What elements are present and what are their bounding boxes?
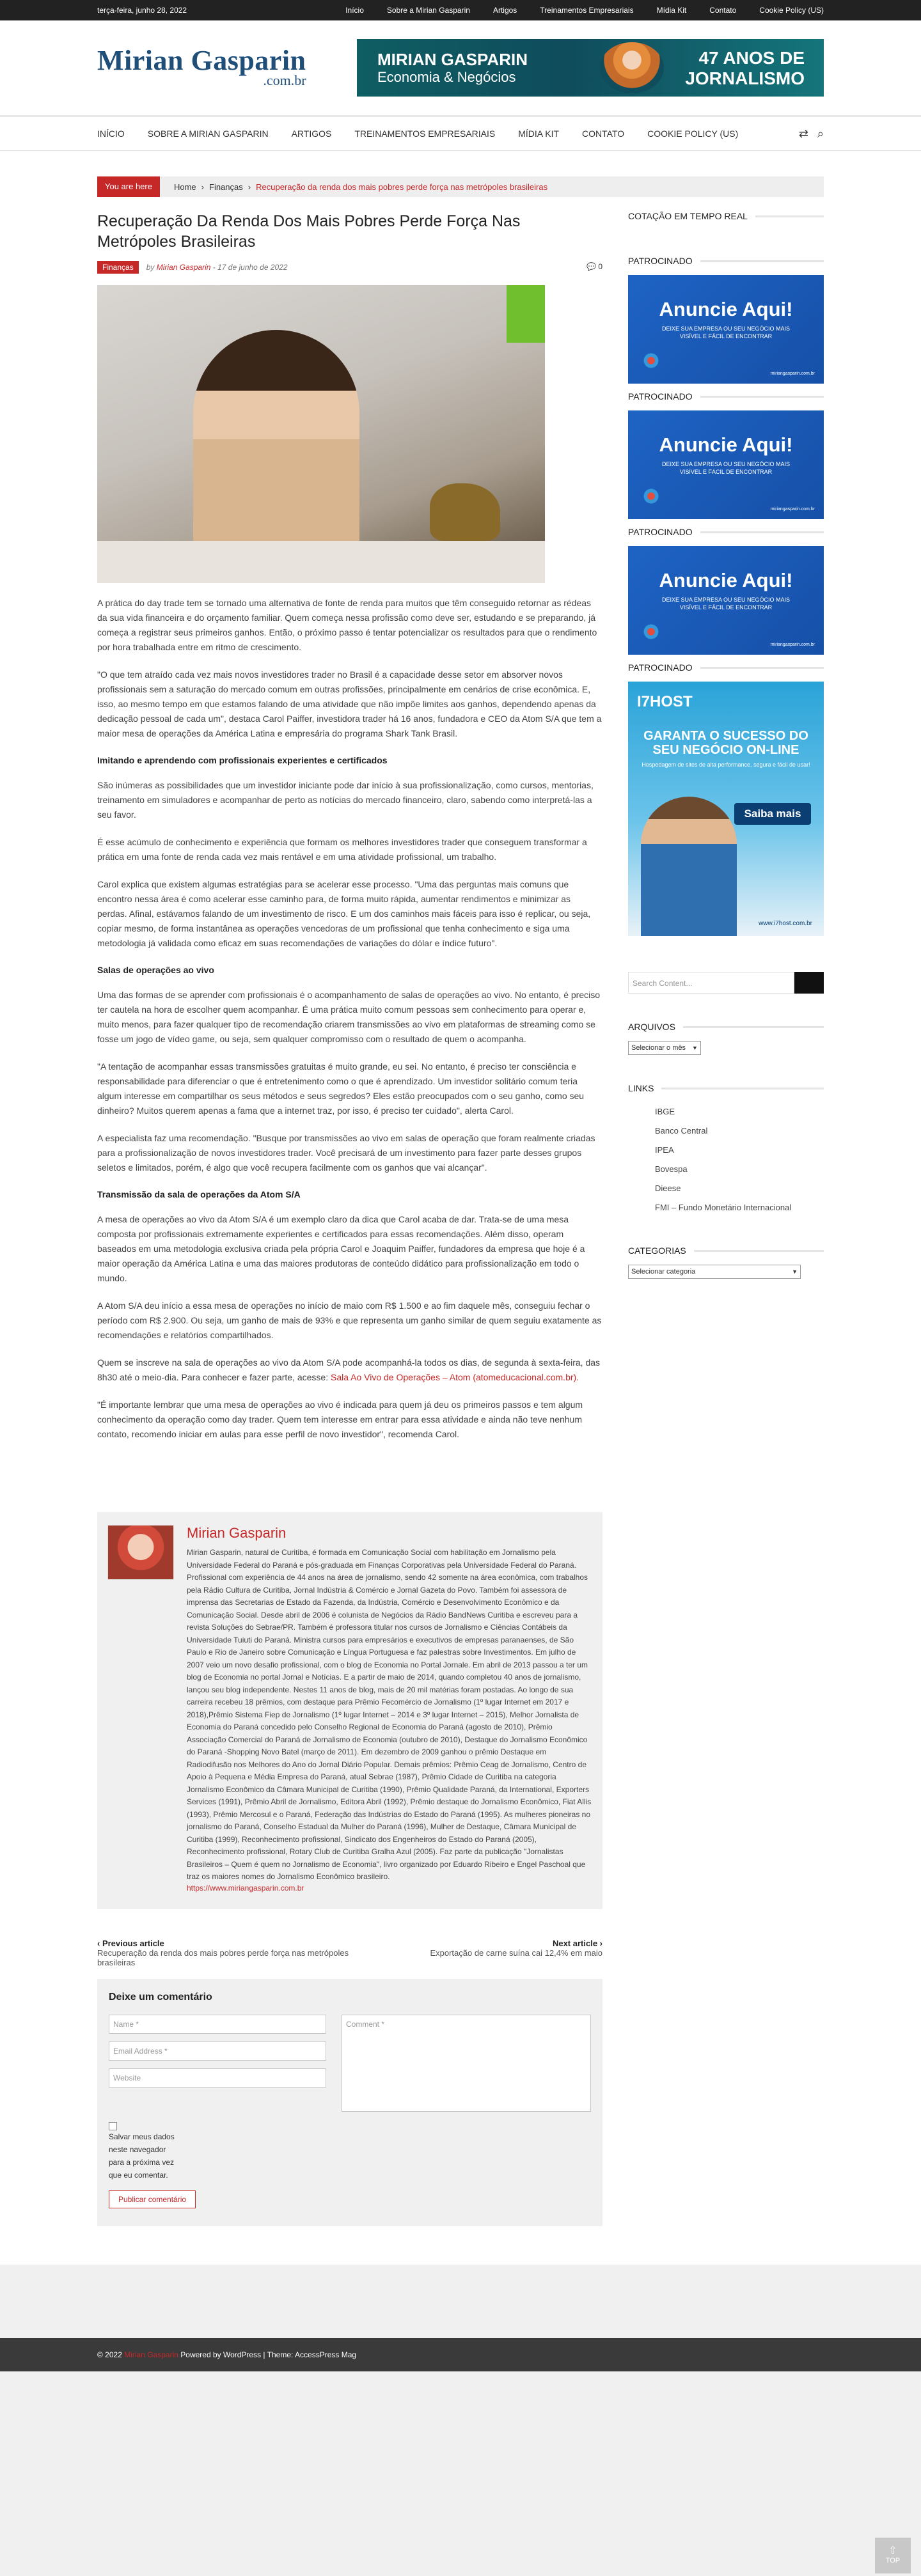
sidebar-search: [628, 972, 824, 994]
breadcrumb-current: Recuperação da renda dos mais pobres perde força nas metrópoles brasileiras: [256, 182, 548, 192]
current-date: terça-feira, junho 28, 2022: [97, 6, 187, 15]
host-person: [641, 797, 737, 936]
save-info-wrap: [109, 2121, 179, 2182]
links-heading: LINKS: [628, 1083, 824, 1093]
breadcrumb-sep-icon: ›: [248, 182, 251, 192]
category-badge[interactable]: Finanças: [97, 261, 139, 274]
footer-spacer: [0, 2265, 921, 2338]
host-line3: Hospedagem de sites de alta performance, segura e fácil de usar!: [642, 761, 810, 768]
host-saiba-mais-button[interactable]: Saiba mais: [734, 803, 811, 825]
banner-photo: [600, 42, 664, 93]
top-link-contato[interactable]: Contato: [709, 6, 737, 15]
header-banner[interactable]: [357, 39, 824, 97]
ad-decoration: [638, 619, 664, 644]
link-item[interactable]: FMI – Fundo Monetário Internacional: [655, 1203, 792, 1212]
previous-article[interactable]: [97, 1939, 366, 1967]
sponsored-ad[interactable]: [628, 275, 824, 384]
author-box: [97, 1512, 602, 1909]
breadcrumb-label: You are here: [97, 176, 160, 197]
name-input[interactable]: Name *: [109, 2015, 326, 2034]
section-heading: Imitando e aprendendo com profissionais experientes e certificados: [97, 755, 388, 765]
arquivos-select-value: Selecionar o mês: [631, 1044, 686, 1052]
nav-sobre[interactable]: SOBRE A MIRIAN GASPARIN: [147, 129, 269, 139]
nav-midia-kit[interactable]: MÍDIA KIT: [518, 129, 560, 139]
logo-sub: .com.br: [263, 72, 306, 88]
submit-comment-button[interactable]: Publicar comentário: [109, 2190, 196, 2208]
breadcrumb-sep-icon: ›: [201, 182, 205, 192]
image-bull-statue: [430, 483, 500, 541]
comment-heading: Deixe um comentário: [109, 1991, 212, 2002]
paragraph: A Atom S/A deu início a essa mesa de operações no início de maio com R$ 1.500 e ao fim daquele mês, conseguiu fechar o período com R$ 2.900. Ou seja, um ganho de mais de 93% e que representa um ganho similar de quem seguiu exatamente as recomendações e relatórios compartilhados.: [97, 1300, 602, 1340]
site-footer: [0, 2338, 921, 2371]
ad-decoration: [638, 348, 664, 373]
patrocinado-heading: PATROCINADO: [628, 391, 824, 402]
byline-date: - 17 de junho de 2022: [212, 263, 288, 272]
section-heading: Salas de operações ao vivo: [97, 965, 214, 975]
i7host-ad[interactable]: [628, 682, 824, 936]
ad-sub2: VISÍVEL E FÁCIL DE ENCONTRAR: [679, 469, 773, 475]
byline: [146, 263, 288, 272]
categorias-select[interactable]: [628, 1265, 801, 1279]
ad-title: Anuncie Aqui!: [659, 298, 793, 320]
nav-treinamentos[interactable]: TREINAMENTOS EMPRESARIAIS: [354, 129, 496, 139]
arrow-up-icon: ⇧: [888, 2545, 897, 2556]
sponsored-ad[interactable]: [628, 410, 824, 519]
arquivos-select[interactable]: [628, 1041, 701, 1055]
image-background-sign: [507, 285, 545, 343]
paragraph: A prática do day trade tem se tornado uma alternativa de fonte de renda para muitos que têm conseguido retornar as rédeas da sua vida financeira e do orçamento familiar. Quem começa nessa profissão como deve ser, estudando e se preparando, já começa a registrar seus primeiros ganhos. Então, o próximo passo é tentar potencializar os resultados para que o rendimento por hora trabalhada entre em ritmo de crescimento.: [97, 598, 597, 652]
post-navigation: [97, 1939, 602, 1967]
byline-author[interactable]: Mirian Gasparin: [156, 263, 211, 272]
email-input[interactable]: Email Address *: [109, 2041, 326, 2061]
next-label: Next article ›: [552, 1938, 602, 1948]
banner-right1: 47 ANOS DE: [698, 48, 805, 68]
prev-title: Recuperação da renda dos mais pobres perde força nas metrópoles brasileiras: [97, 1948, 349, 1967]
patrocinado-heading: PATROCINADO: [628, 256, 824, 266]
back-to-top-button[interactable]: [875, 2538, 911, 2573]
banner-right2: JORNALISMO: [685, 68, 805, 88]
author-url[interactable]: https://www.miriangasparin.com.br: [187, 1883, 304, 1893]
top-link-midia-kit[interactable]: Mídia Kit: [656, 6, 687, 15]
banner-line2: Economia & Negócios: [377, 69, 516, 85]
ad-title: Anuncie Aqui!: [659, 433, 793, 456]
paragraph: São inúmeras as possibilidades que um investidor iniciante pode dar início à sua profissionalização, como cursos, mentorias, treinamento em simuladores e acompanhar de perto as notícias do mercado financeiro, claro, sabendo como interpretá-las a seu favor.: [97, 780, 594, 820]
shuffle-icon[interactable]: ⇄: [798, 127, 808, 140]
author-bio: Mirian Gasparin, natural de Curitiba, é formada em Comunicação Social com habilitação em Jornalismo pela Universidade Federal do Paraná e pós-graduada em Finanças Corporativas pela Universidade Federal do Paraná. Profissional com experiência de 44 anos na área de jornalismo, sendo 42 somente na área econômica, com trabalhos pela Rádio Cultura de Curitiba, Jornal Indústria & Comércio e Jornal Gazeta do Povo. Também foi assessora de imprensa das Secretarias de Estado da Fazenda, da Indústria, Comércio e Desenvolvimento Econômico e da Comunicação Social. Desde abril de 2006 é colunista de Negócios da Rádio BandNews Curitiba e escreveu para a revista Soluções do Sebrae/PR. Também é professora titular nos cursos de Jornalismo e Ciências Contábeis da Universidade Tuiuti do Paraná. Ministra cursos para empresários e executivos de empresas paranaenses, de São Paulo e Rio de Janeiro sobre Comunicação e Língua Portuguesa e faz palestras sobre Investimentos. Em julho de 2007 veio um novo desafio profissional, com o blog de Economia no Portal Jornale. Em abril de 2013 passou a ter um blog de Economia no portal Jornal e Notícias. E a partir de maio de 2014, quando completou 40 anos de jornalismo, lançou seu blog independente. Nestes 11 anos de blog, mais de 20 mil matérias foram postadas. Ao longo de sua carreira recebeu 18 prêmios, com destaque para Prêmio Fecomércio de Jornalismo (1º lugar Internet em 2017 e 2018),Prêmio Sistema Fiep de Jornalismo (1º lugar Internet – 2014 e 3º lugar Internet – 2015), Melhor Jornalista de Economia do Paraná concedido pelo Conselho Regional de Economia do Paraná (agosto de 2010), Prêmio Associação Comercial do Paraná de Jornalismo de Economia (outubro de 2010), Destaque do Jornalismo Econômico do Paraná -Shopping Novo Batel (março de 2011). Em dezembro de 2009 ganhou o prêmio Destaque em Radiodifusão nos Melhores do Ano do Jornal Diário Popular. Demais prêmios: Prêmio Ceag de Jornalismo, Centro de Apoio à Pequena e Média Empresa do Paraná, atual Sebrae (1987), Prêmio Cidade de Curitiba na categoria Jornalismo Econômico da Câmara Municipal de Curitiba (1990), Prêmio Qualidade Paraná, da International, Exporters Services (1991), Prêmio Abril de Jornalismo, Editora Abril (1992), Prêmio destaque do Jornalismo Econômico, Fiat Allis (1993), Prêmio Mercosul e o Paraná, Federação das Indústrias do Estado do Paraná (1995). As mulheres pioneiras no jornalismo do Paraná, Conselho Estadual da Mulher do Paraná (1996), Mulher de Destaque, Câmara Municipal de Curitiba (1999), Reconhecimento profissional, Sindicato dos Engenheiros do Estado do Paraná (2005), Reconhecimento profissional, Rotary Club de Curitiba Gralha Azul (2005). Faz parte da publicação "Jornalistas Brasileiros – Quem é quem no Jornalismo de Economia", livro organizado por Eduardo Ribeiro e Engel Paschoal que traz os maiores nomes do Jornalismo Econômico brasileiro.: [187, 1548, 592, 1881]
ad-sub1: DEIXE SUA EMPRESA OU SEU NEGÓCIO MAIS: [661, 597, 791, 603]
footer-copyright: © 2022: [97, 2350, 122, 2359]
search-icon[interactable]: ⌕: [817, 127, 824, 140]
paragraph: A mesa de operações ao vivo da Atom S/A é um exemplo claro da dica que Carol acaba de dar. Trata-se de uma mesa composta por profissionais extremamente experientes e certificados para essas recomendações. Além disso, operam baseados em uma metodologia exclusiva criada pela própria Carol e Joaquim Paiffer, fundadores da empresa que hoje é a maior operação da América Latina e uma das maiores produtoras de conteúdo didático para profissionalização em todo o mundo.: [97, 1214, 585, 1283]
article-image: [97, 285, 545, 583]
article-meta: [97, 261, 602, 274]
sidebar-search-input[interactable]: Search Content...: [628, 972, 794, 994]
paragraph: É esse acúmulo de conhecimento e experiência que formam os melhores investidores trader que conseguem transformar a prática em uma fonte de renda cada vez mais rentável e em uma atividade profissional, um trabalho.: [97, 837, 587, 862]
link-item[interactable]: Banco Central: [655, 1126, 708, 1136]
top-link-cookie[interactable]: Cookie Policy (US): [759, 6, 824, 15]
site-logo[interactable]: [97, 47, 306, 89]
paragraph: Carol explica que existem algumas estratégias para se acelerar esse processo. "Uma das perguntas mais comuns que encontro nessa área é como acelerar esse caminho para, de forma muito rápida, aumentar rendimentos e minimizar as perdas. Afinal, estávamos falando de um investimento de risco. E um dos caminhos mais fáceis para isso é replicar, ou seja, copiar mesmo, de forma instantânea as operações vencedoras de um profissional que tenha conhecimento e siga uma metodologia já validada como eficaz em suas recomendações de variações do dólar e índice futuro".: [97, 879, 591, 948]
categorias-heading: CATEGORIAS: [628, 1245, 824, 1256]
nav-cookie[interactable]: COOKIE POLICY (US): [647, 129, 739, 139]
link-item[interactable]: IPEA: [655, 1145, 674, 1155]
link-item[interactable]: Dieese: [655, 1183, 681, 1193]
ad-sub1: DEIXE SUA EMPRESA OU SEU NEGÓCIO MAIS: [661, 325, 791, 332]
site-header: [0, 20, 921, 115]
paragraph: "O que tem atraído cada vez mais novos investidores trader no Brasil é a capacidade desse setor em absorver novos profissionais sem a saturação do mercado comum em outras profissões, principalmente em cenários de crise econômica. E, isso, ao mesmo tempo em que estamos falando de uma atividade que não impõe limites aos ganhos, dependendo apenas da dedicação pessoal de cada um", destaca Carol Paiffer, investidora trader há 16 anos, fundadora e CEO da Atom S/A que tem a maior mesa de operações da América Latina e empresária do programa Shark Tank Brasil.: [97, 669, 602, 738]
footer-powered: Powered by WordPress | Theme: AccessPress Mag: [180, 2350, 357, 2359]
chevron-down-icon: ▼: [692, 1045, 698, 1051]
footer-site-link[interactable]: Mirian Gasparin: [124, 2350, 178, 2359]
nav-artigos[interactable]: ARTIGOS: [291, 129, 332, 139]
chevron-down-icon: ▼: [792, 1268, 798, 1275]
patrocinado-heading: PATROCINADO: [628, 527, 824, 537]
main-area: [0, 151, 921, 2265]
website-input[interactable]: Website: [109, 2068, 326, 2088]
comment-form: [97, 1979, 602, 2226]
paragraph: [97, 1355, 602, 1385]
atom-link[interactable]: Sala Ao Vivo de Operações – Atom (atomeducacional.com.br).: [331, 1372, 579, 1382]
breadcrumb-home[interactable]: Home: [173, 182, 196, 192]
top-bar: [0, 0, 921, 20]
top-link-artigos[interactable]: Artigos: [492, 6, 517, 15]
ad-sub1: DEIXE SUA EMPRESA OU SEU NEGÓCIO MAIS: [661, 461, 791, 467]
paragraph: Uma das formas de se aprender com profissionais é o acompanhamento de salas de operações ao vivo. No entanto, é preciso ter cautela na hora de escolher quem acompanhar. É uma prática muito comum pessoas sem conhecimento para operar e, muito menos, para fazer qualquer tipo de recomendação criarem transmissões ao vivo em plataformas de streaming como se fosse um jogo de vídeo game, ou seja, sem qualquer compromisso com o resultado de quem o acompanha.: [97, 990, 600, 1044]
cotacao-widget: [628, 230, 824, 256]
image-desk: [97, 541, 545, 583]
links-list: [628, 1102, 824, 1217]
sidebar-search-button[interactable]: [794, 972, 824, 994]
ad-url: miriangasparin.com.br: [770, 507, 815, 511]
save-info: [109, 2121, 591, 2182]
next-article[interactable]: [430, 1939, 602, 1967]
paragraph: "É importante lembrar que uma mesa de operações ao vivo é indicada para quem já deu os primeiros passos e tem algum conhecimento da operação como day trader. Quem tem interesse em entrar para essa atividade e ainda não teve nenhum contato, recomendo iniciar em aulas para esse perfil de novo investidor", recomenda Carol.: [97, 1400, 583, 1439]
cotacao-heading: COTAÇÃO EM TEMPO REAL: [628, 211, 824, 221]
host-line1: GARANTA O SUCESSO DO: [643, 729, 808, 743]
comment-textarea[interactable]: Comment *: [342, 2015, 591, 2112]
banner-line1: MIRIAN GASPARIN: [377, 50, 528, 69]
article-body: [97, 596, 602, 1442]
host-url: www.i7host.com.br: [759, 920, 812, 927]
breadcrumb-category[interactable]: Finanças: [209, 182, 243, 192]
back-to-top-label: TOP: [885, 2557, 901, 2564]
ad-decoration: [638, 483, 664, 509]
comment-count-value: 0: [598, 262, 602, 271]
byline-by: by: [146, 263, 155, 272]
nav-inicio[interactable]: INÍCIO: [97, 129, 125, 139]
article-title: Recuperação Da Renda Dos Mais Pobres Perde Força Nas Metrópoles Brasileiras: [97, 212, 521, 251]
section-heading: Transmissão da sala de operações da Atom S/A: [97, 1189, 301, 1199]
ad-sub2: VISÍVEL E FÁCIL DE ENCONTRAR: [679, 333, 773, 340]
nav-contato[interactable]: CONTATO: [582, 129, 625, 139]
author-name[interactable]: Mirian Gasparin: [187, 1525, 287, 1541]
link-item[interactable]: Bovespa: [655, 1164, 688, 1174]
categorias-select-value: Selecionar categoria: [631, 1268, 696, 1276]
top-link-treinamentos[interactable]: Treinamentos Empresariais: [540, 6, 634, 15]
top-link-sobre[interactable]: Sobre a Mirian Gasparin: [386, 6, 470, 15]
host-line2: SEU NEGÓCIO ON-LINE: [652, 743, 799, 757]
banner-anniversary: [685, 48, 805, 89]
comment-icon: 💬: [586, 262, 596, 271]
patrocinado-heading: PATROCINADO: [628, 662, 824, 673]
paragraph: "A tentação de acompanhar essas transmissões gratuitas é muito grande, eu sei. No entanto, é preciso ter consciência e responsabilidade para diferenciar o que é entretenimento como o que é aprendizado. Um investidor solitário comum teria algum interesse em compartilhar os seus métodos e seus segredos? Eles estão preocupados com o seu ganho, como seu dinheiro? Muitos querem apenas a fama que a internet traz, por isso, é preciso ter cuidado", alerta Carol.: [97, 1061, 585, 1116]
next-title: Exportação de carne suína cai 12,4% em maio: [430, 1948, 602, 1958]
top-link-inicio[interactable]: Início: [345, 6, 364, 15]
link-item[interactable]: IBGE: [655, 1107, 675, 1116]
breadcrumb: [97, 176, 824, 197]
logo-main: Mirian Gasparin: [97, 45, 306, 76]
host-brand: I7HOST: [637, 693, 693, 710]
sponsored-ad[interactable]: [628, 546, 824, 655]
ad-sub2: VISÍVEL E FÁCIL DE ENCONTRAR: [679, 604, 773, 611]
arquivos-heading: ARQUIVOS: [628, 1022, 824, 1032]
paragraph-text: Quem se inscreve na sala de operações ao vivo da Atom S/A pode acompanhá-la todos os dias, de segunda à sexta-feira, das 8h30 até o meio-dia. Para conhecer e fazer parte, acesse:: [97, 1357, 601, 1382]
top-nav: [322, 6, 824, 15]
paragraph: A especialista faz uma recomendação. "Busque por transmissões ao vivo em salas de operação que foram realmente criadas para a profissionalização de novos investidores trader. Você precisará de um investimento para fazer parte desses grupos seletos e limitados, porém, é algo que você recupera facilmente com os ganhos que vai alcançar".: [97, 1133, 595, 1173]
image-person: [193, 330, 359, 573]
prev-label: ‹ Previous article: [97, 1938, 164, 1948]
ad-title: Anuncie Aqui!: [659, 569, 793, 591]
ad-url: miriangasparin.com.br: [770, 643, 815, 647]
save-info-checkbox[interactable]: [109, 2122, 117, 2130]
main-nav: [0, 115, 921, 151]
save-info-label: Salvar meus dados neste navegador para a próxima vez que eu comentar.: [109, 2132, 175, 2180]
sidebar: [628, 211, 824, 2226]
comment-count[interactable]: [586, 262, 602, 271]
author-avatar: [107, 1525, 174, 1580]
ad-url: miriangasparin.com.br: [770, 371, 815, 376]
article-content: [97, 211, 602, 2226]
